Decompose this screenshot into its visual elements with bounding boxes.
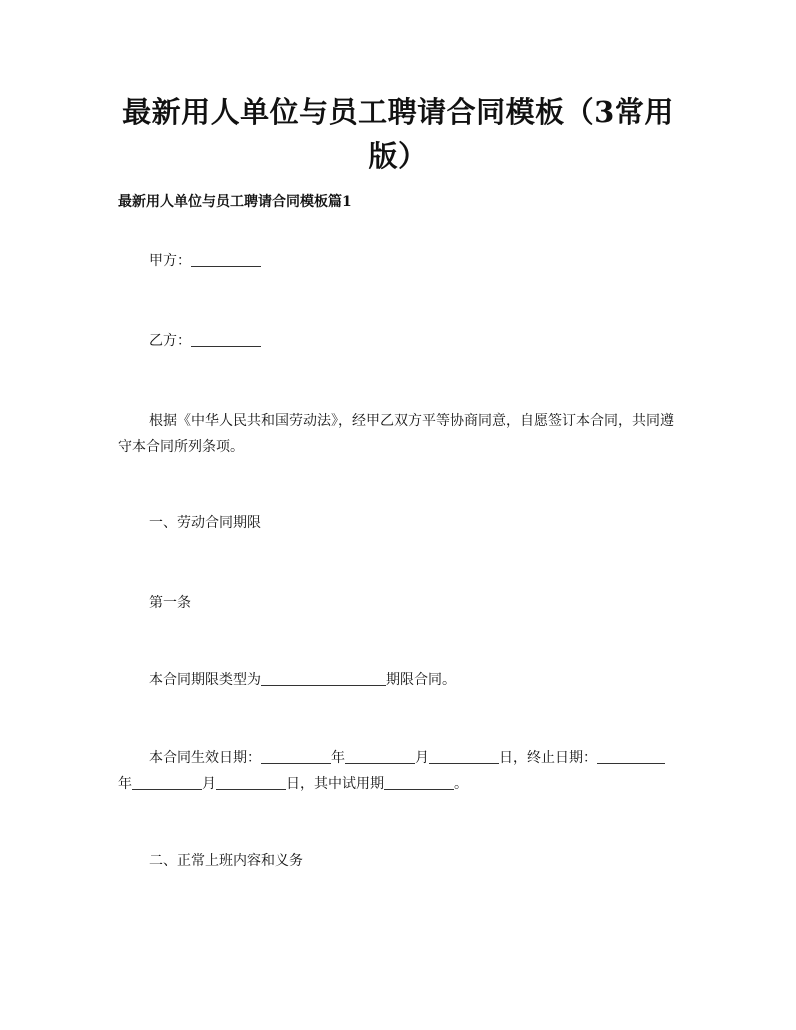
end-year-blank[interactable] xyxy=(597,749,665,764)
effective-date-paragraph xyxy=(118,745,678,797)
party-b-blank[interactable] xyxy=(191,332,261,347)
party-b-line xyxy=(118,328,678,354)
effective-date-prefix: 本合同生效日期： xyxy=(149,750,261,766)
end-month-blank[interactable] xyxy=(132,775,202,790)
document-title: 最新用人单位与员工聘请合同模板（3常用版） xyxy=(122,95,674,173)
document-subtitle: 最新用人单位与员工聘请合同模板篇1 xyxy=(118,194,352,210)
term-type-line xyxy=(118,667,678,693)
end-day-blank[interactable] xyxy=(216,775,286,790)
start-month-label: 月 xyxy=(415,750,429,766)
start-year-blank[interactable] xyxy=(261,749,331,764)
end-day-label: 日，其中试用期 xyxy=(286,776,384,792)
party-a-label: 甲方： xyxy=(149,253,191,269)
party-a-blank[interactable] xyxy=(191,252,261,267)
term-type-blank[interactable] xyxy=(261,671,386,686)
end-month-label: 月 xyxy=(202,776,216,792)
start-year-label: 年 xyxy=(331,750,345,766)
intro-paragraph: 根据《中华人民共和国劳动法》，经甲乙双方平等协商同意，自愿签订本合同，共同遵守本合同所列条项。 xyxy=(118,413,674,455)
effective-date-end: 。 xyxy=(454,776,468,792)
probation-blank[interactable] xyxy=(384,775,454,790)
article-1-heading: 第一条 xyxy=(149,595,191,611)
end-year-label: 年 xyxy=(118,776,132,792)
start-day-label: 日，终止日期： xyxy=(499,750,597,766)
start-day-blank[interactable] xyxy=(429,749,499,764)
party-b-label: 乙方： xyxy=(149,333,191,349)
party-a-line xyxy=(118,248,678,274)
term-type-prefix: 本合同期限类型为 xyxy=(149,672,261,688)
section-1-heading: 一、劳动合同期限 xyxy=(149,515,261,531)
section-2-heading: 二、正常上班内容和义务 xyxy=(149,853,303,869)
start-month-blank[interactable] xyxy=(345,749,415,764)
term-type-suffix: 期限合同。 xyxy=(386,672,456,688)
